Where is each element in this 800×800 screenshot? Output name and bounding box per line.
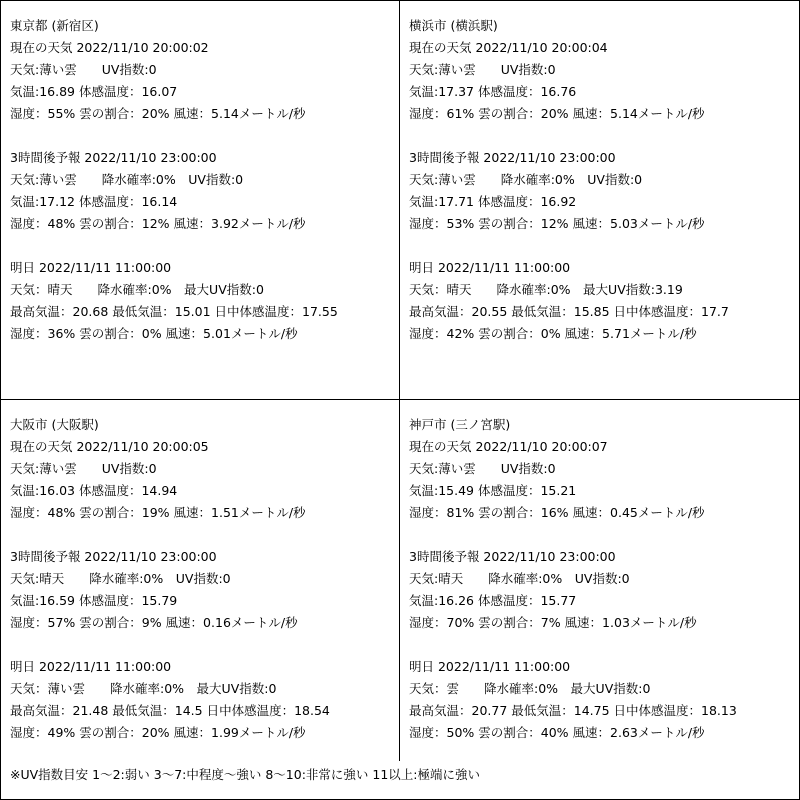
forecast-header: 3時間後予報 2022/11/10 23:00:00: [409, 549, 616, 564]
current-temp-line: 気温:17.37 体感温度：16.76: [409, 84, 577, 99]
weather-cell-osaka: [10, 414, 395, 744]
forecast-weather-line: 天気:晴天 降水確率:0% UV指数:0: [409, 571, 630, 586]
spacer: [409, 524, 794, 546]
spacer: [10, 524, 395, 546]
tomorrow-temp-line: 最高気温：21.48 最低気温：14.5 日中体感温度：18.54: [10, 703, 330, 718]
weather-cell-tokyo: [10, 15, 395, 345]
current-weather-line: 天気:薄い雲 UV指数:0: [10, 461, 157, 476]
vertical-divider-bottom: [399, 399, 400, 761]
current-humidity-line: 湿度：61% 雲の割合：20% 風速：5.14メートル/秒: [409, 106, 705, 121]
tomorrow-header: 明日 2022/11/11 11:00:00: [409, 659, 571, 674]
current-header: 現在の天気 2022/11/10 20:00:02: [10, 40, 209, 55]
spacer: [409, 125, 794, 147]
weather-cell-kobe: [409, 414, 794, 744]
uv-index-footnote: ※UV指数目安 1～2:弱い 3～7:中程度～強い 8～10:非常に強い 11以上:極端に強い: [10, 767, 480, 782]
forecast-temp-line: 気温:16.26 体感温度：15.77: [409, 593, 577, 608]
forecast-temp-line: 気温:17.71 体感温度：16.92: [409, 194, 577, 209]
location-title: 神戸市 (三ノ宮駅): [409, 417, 511, 432]
location-title: 東京都 (新宿区): [10, 18, 99, 33]
forecast-humidity-line: 湿度：57% 雲の割合：9% 風速：0.16メートル/秒: [10, 615, 298, 630]
tomorrow-humidity-line: 湿度：49% 雲の割合：20% 風速：1.99メートル/秒: [10, 725, 306, 740]
forecast-humidity-line: 湿度：70% 雲の割合：7% 風速：1.03メートル/秒: [409, 615, 697, 630]
vertical-divider-top: [399, 0, 400, 399]
tomorrow-humidity-line: 湿度：50% 雲の割合：40% 風速：2.63メートル/秒: [409, 725, 705, 740]
location-title: 横浜市 (横浜駅): [409, 18, 498, 33]
spacer: [409, 235, 794, 257]
current-header: 現在の天気 2022/11/10 20:00:04: [409, 40, 608, 55]
forecast-humidity-line: 湿度：53% 雲の割合：12% 風速：5.03メートル/秒: [409, 216, 705, 231]
tomorrow-header: 明日 2022/11/11 11:00:00: [10, 659, 172, 674]
spacer: [10, 125, 395, 147]
spacer: [10, 634, 395, 656]
tomorrow-temp-line: 最高気温：20.68 最低気温：15.01 日中体感温度：17.55: [10, 304, 338, 319]
horizontal-divider: [0, 399, 800, 400]
tomorrow-humidity-line: 湿度：42% 雲の割合：0% 風速：5.71メートル/秒: [409, 326, 697, 341]
weather-cell-yokohama: [409, 15, 794, 345]
current-temp-line: 気温:16.03 体感温度：14.94: [10, 483, 178, 498]
forecast-header: 3時間後予報 2022/11/10 23:00:00: [409, 150, 616, 165]
current-weather-line: 天気:薄い雲 UV指数:0: [10, 62, 157, 77]
tomorrow-temp-line: 最高気温：20.55 最低気温：15.85 日中体感温度：17.7: [409, 304, 729, 319]
forecast-header: 3時間後予報 2022/11/10 23:00:00: [10, 549, 217, 564]
forecast-weather-line: 天気:晴天 降水確率:0% UV指数:0: [10, 571, 231, 586]
current-humidity-line: 湿度：48% 雲の割合：19% 風速：1.51メートル/秒: [10, 505, 306, 520]
current-temp-line: 気温:16.89 体感温度：16.07: [10, 84, 178, 99]
forecast-weather-line: 天気:薄い雲 降水確率:0% UV指数:0: [409, 172, 643, 187]
current-humidity-line: 湿度：55% 雲の割合：20% 風速：5.14メートル/秒: [10, 106, 306, 121]
current-header: 現在の天気 2022/11/10 20:00:07: [409, 439, 608, 454]
current-temp-line: 気温:15.49 体感温度：15.21: [409, 483, 577, 498]
forecast-humidity-line: 湿度：48% 雲の割合：12% 風速：3.92メートル/秒: [10, 216, 306, 231]
forecast-temp-line: 気温:16.59 体感温度：15.79: [10, 593, 178, 608]
forecast-temp-line: 気温:17.12 体感温度：16.14: [10, 194, 178, 209]
location-title: 大阪市 (大阪駅): [10, 417, 99, 432]
spacer: [10, 235, 395, 257]
tomorrow-header: 明日 2022/11/11 11:00:00: [409, 260, 571, 275]
tomorrow-weather-line: 天気：晴天 降水確率:0% 最大UV指数:0: [10, 282, 264, 297]
current-weather-line: 天気:薄い雲 UV指数:0: [409, 62, 556, 77]
tomorrow-weather-line: 天気：雲 降水確率:0% 最大UV指数:0: [409, 681, 651, 696]
tomorrow-humidity-line: 湿度：36% 雲の割合：0% 風速：5.01メートル/秒: [10, 326, 298, 341]
tomorrow-header: 明日 2022/11/11 11:00:00: [10, 260, 172, 275]
forecast-header: 3時間後予報 2022/11/10 23:00:00: [10, 150, 217, 165]
current-header: 現在の天気 2022/11/10 20:00:05: [10, 439, 209, 454]
tomorrow-weather-line: 天気：晴天 降水確率:0% 最大UV指数:3.19: [409, 282, 683, 297]
current-humidity-line: 湿度：81% 雲の割合：16% 風速：0.45メートル/秒: [409, 505, 705, 520]
forecast-weather-line: 天気:薄い雲 降水確率:0% UV指数:0: [10, 172, 244, 187]
current-weather-line: 天気:薄い雲 UV指数:0: [409, 461, 556, 476]
tomorrow-weather-line: 天気：薄い雲 降水確率:0% 最大UV指数:0: [10, 681, 277, 696]
spacer: [409, 634, 794, 656]
tomorrow-temp-line: 最高気温：20.77 最低気温：14.75 日中体感温度：18.13: [409, 703, 737, 718]
